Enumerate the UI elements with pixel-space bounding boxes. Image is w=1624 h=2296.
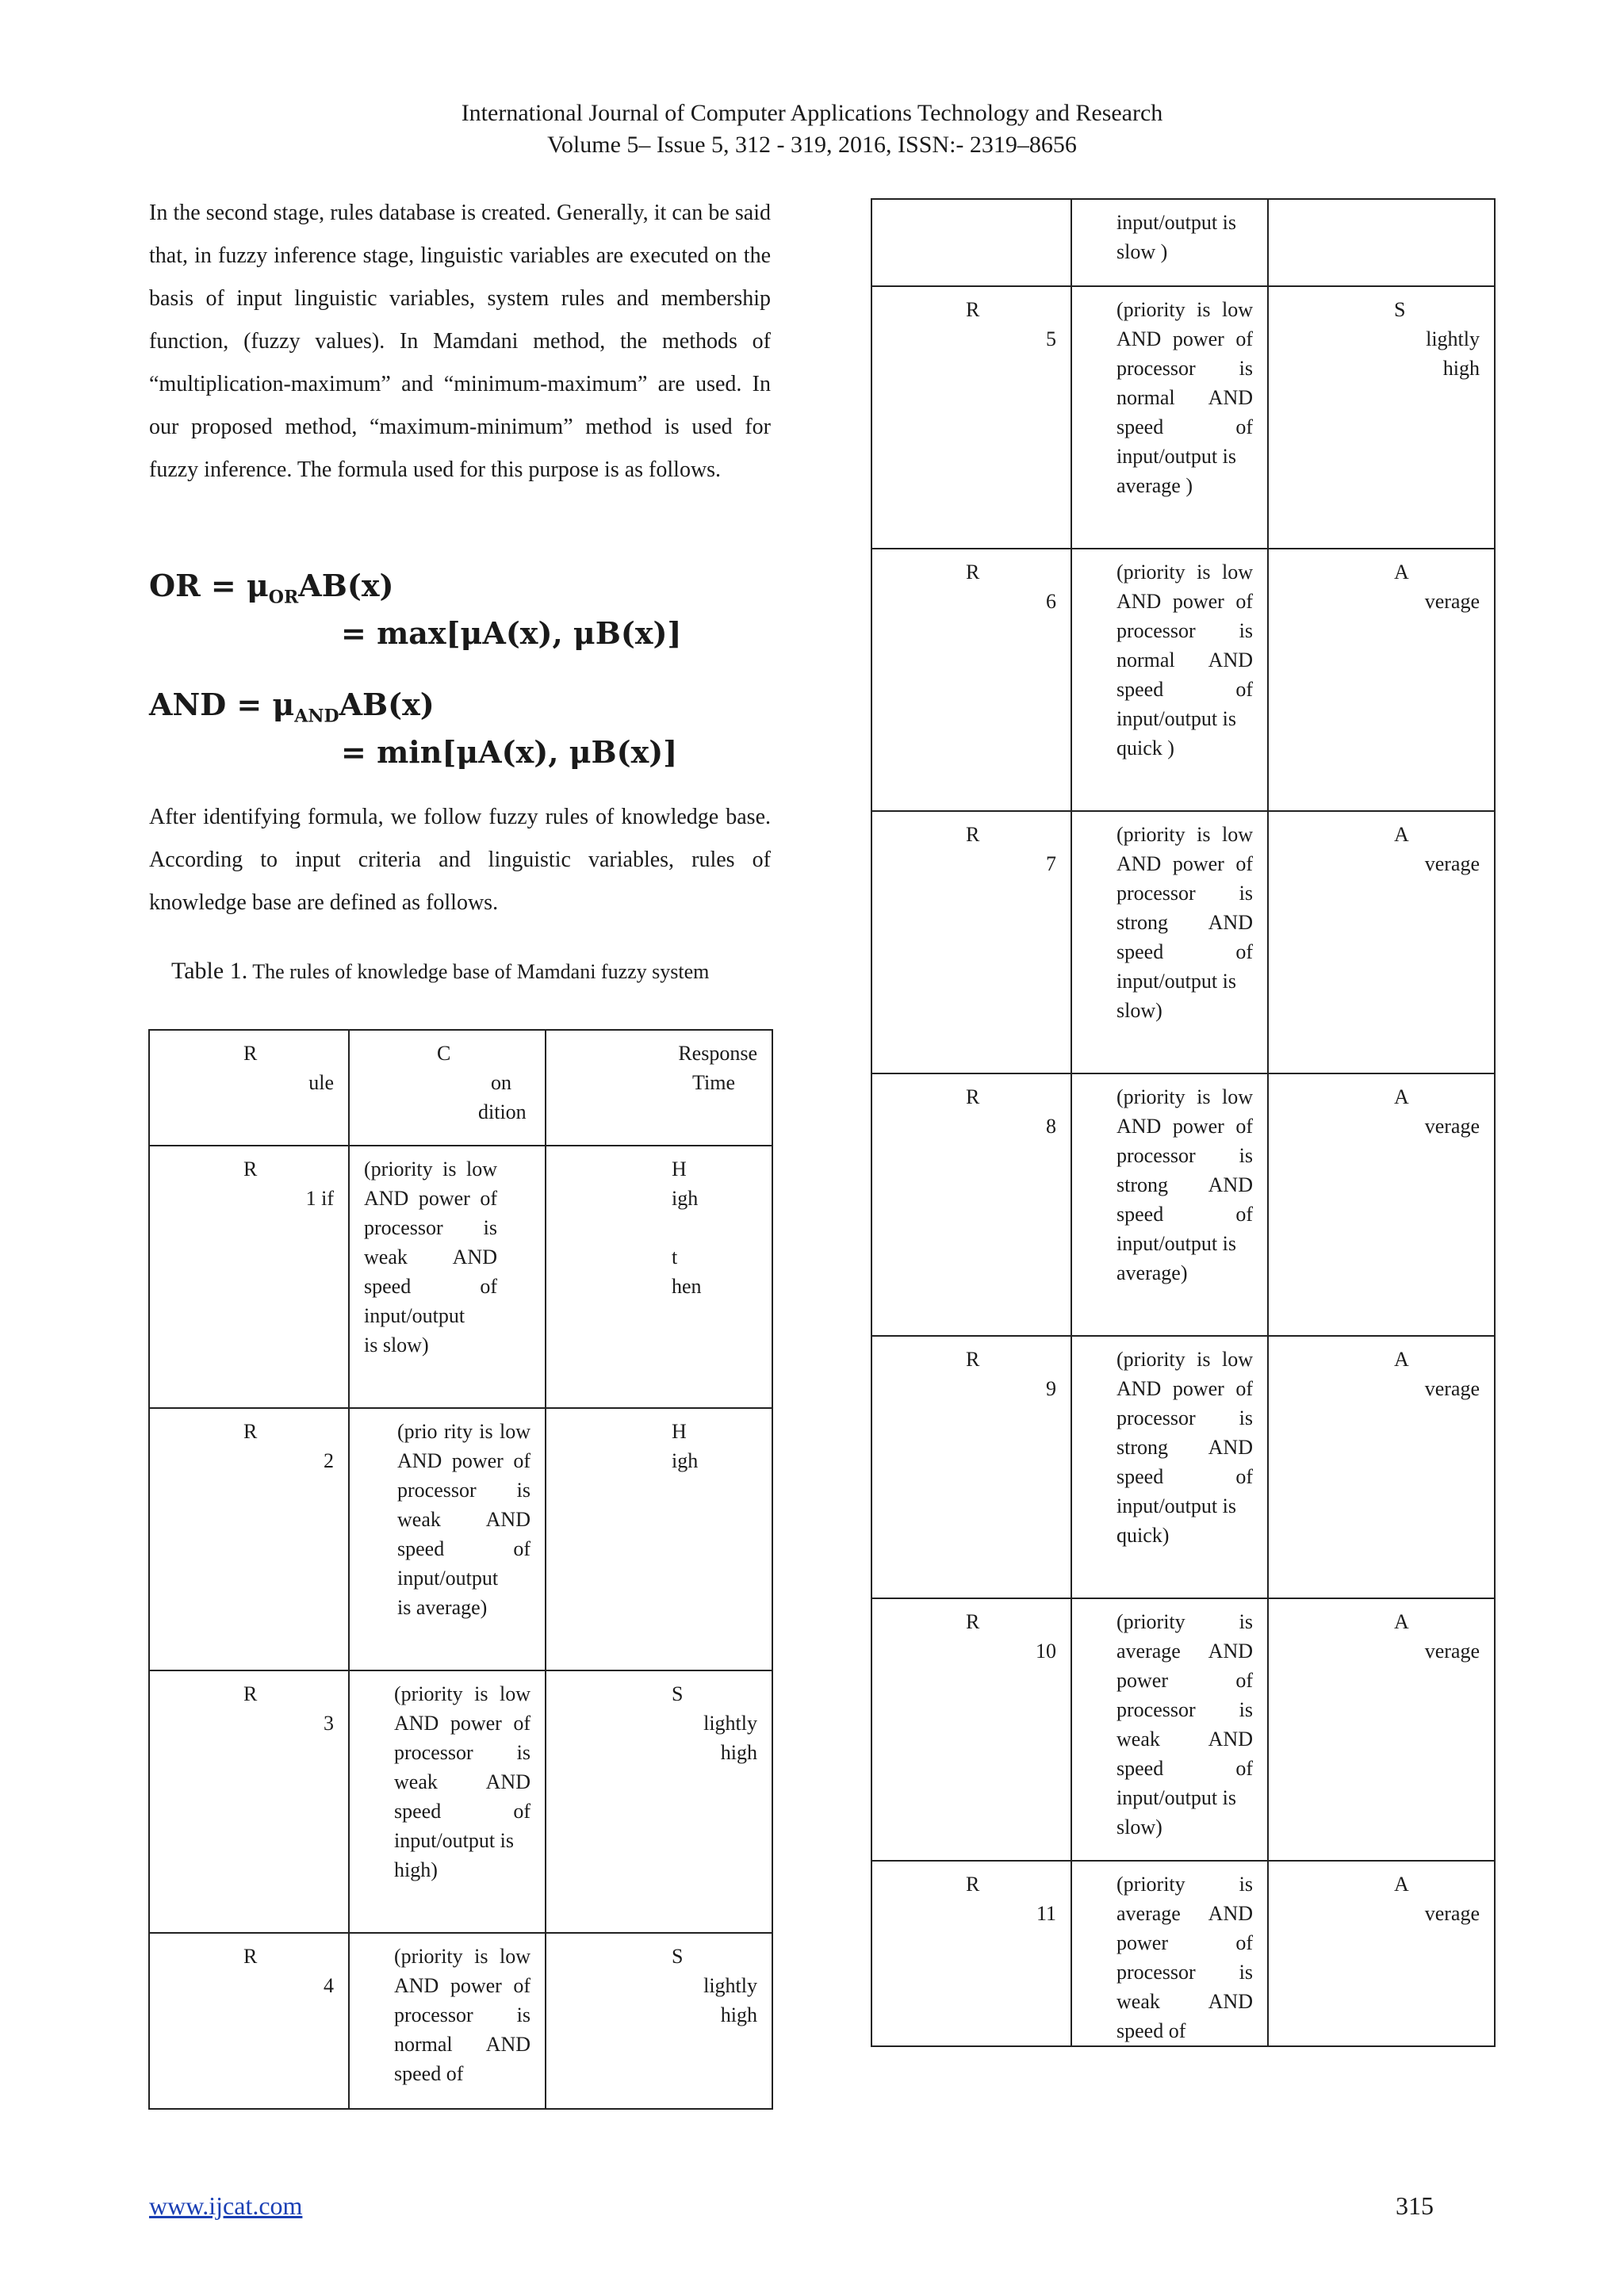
rule-id-b: 5 — [1046, 327, 1056, 350]
rule-condition-text: (priority is low AND power of processor is strong AND speed of input/output is — [1116, 823, 1253, 993]
rule-response-empty — [1268, 199, 1495, 286]
rule-id — [871, 811, 1071, 1073]
rule-response — [546, 1933, 772, 2109]
rule-condition-text: (priority is low AND power of processor is weak AND speed of input/output — [364, 1158, 497, 1327]
rule-id-a: R — [966, 1348, 980, 1371]
rule-id-a: R — [243, 1682, 258, 1705]
header-response-b: Time — [692, 1071, 735, 1094]
rule-id — [871, 549, 1071, 811]
header-rule — [149, 1030, 349, 1146]
rule-id — [149, 1408, 349, 1670]
or-formula-lhs: OR = μ — [149, 568, 269, 603]
rule-id-a: R — [243, 1158, 258, 1181]
rule-condition — [1071, 1861, 1268, 2046]
journal-title: International Journal of Computer Applications Technology and Research — [461, 100, 1163, 126]
rule-id-a: R — [243, 1420, 258, 1443]
rule-id-empty — [871, 199, 1071, 286]
rule-condition-end: average ) — [1116, 474, 1193, 497]
rule-condition-end: high) — [394, 1858, 438, 1881]
rule-response-b: igh — [672, 1449, 699, 1472]
rule-condition — [349, 1146, 546, 1408]
rule-id — [871, 1598, 1071, 1861]
journal-volume: Volume 5– Issue 5, 312 - 319, 2016, ISSN:- 2319–8656 — [547, 132, 1077, 158]
rule-id-b: 10 — [1036, 1640, 1056, 1663]
rule-condition — [1071, 199, 1268, 286]
rule-condition-text: (priority is average AND power of processor is weak AND speed of input/output is — [1116, 1610, 1253, 1809]
rule-response-b: lightly — [703, 1712, 757, 1735]
rule-condition-end: slow ) — [1116, 240, 1168, 263]
rule-response-b: igh — [672, 1187, 699, 1210]
rule-id-b: 8 — [1046, 1115, 1056, 1138]
rule-id — [871, 1861, 1071, 2046]
rule-response-c: high — [720, 1741, 757, 1764]
rule-response-c: high — [720, 2003, 757, 2026]
header-condition — [349, 1030, 546, 1146]
rule-response-b: verage — [1424, 1377, 1480, 1400]
rule-condition — [1071, 1073, 1268, 1336]
after-paragraph: After identifying formula, we follow fuzzy rules of knowledge base. According to input criteria and linguistic variables, rules of knowledge base are defined as follows. — [149, 805, 771, 915]
rule-condition-text: (prio rity is low AND power of processor is weak AND speed of input/output — [397, 1420, 530, 1590]
rule-id-a: R — [243, 1945, 258, 1968]
rule-condition-end: quick ) — [1116, 737, 1174, 760]
rules-table-left — [148, 1029, 773, 2110]
rule-response-b: verage — [1424, 1115, 1480, 1138]
rule-condition — [349, 1408, 546, 1670]
rule-condition-end: slow) — [1116, 1816, 1162, 1839]
rule-condition-text: (priority is low AND power of processor is normal AND speed of input/output is — [1116, 561, 1253, 730]
rule-response — [1268, 1336, 1495, 1598]
table-row — [149, 1408, 772, 1670]
rule-response-a: A — [1394, 1873, 1409, 1896]
rule-condition — [1071, 1336, 1268, 1598]
rule-id-b: 2 — [324, 1449, 334, 1472]
rule-condition-end: is slow) — [364, 1334, 429, 1357]
table-caption-text: The rules of knowledge base of Mamdani fuzzy system — [252, 960, 710, 983]
rule-id — [871, 1336, 1071, 1598]
journal-website-link[interactable]: www.ijcat.com — [149, 2191, 303, 2220]
rule-response — [1268, 1073, 1495, 1336]
rule-condition-end: is average) — [397, 1596, 488, 1619]
rule-id-b: 6 — [1046, 590, 1056, 613]
header-rule-b: ule — [308, 1071, 334, 1094]
rule-response-b: lightly — [703, 1974, 757, 1997]
rule-condition-end: average) — [1116, 1261, 1188, 1284]
rule-response — [1268, 549, 1495, 811]
table-row — [871, 1861, 1495, 2046]
rule-condition-text: (priority is low AND power of processor is normal AND speed of input/output is — [1116, 298, 1253, 468]
rule-response-a: A — [1394, 561, 1409, 584]
rule-id — [871, 286, 1071, 549]
rule-response-a: H — [672, 1420, 687, 1443]
rule-id-a: R — [966, 561, 980, 584]
or-formula-line2: = max[μA(x), μB(x)] — [341, 615, 682, 651]
rule-id-a: R — [966, 298, 980, 321]
rule-response-a: H — [672, 1158, 687, 1181]
rule-response — [546, 1670, 772, 1933]
rule-response-a: S — [1394, 298, 1406, 321]
rule-response-b: verage — [1424, 1902, 1480, 1925]
header-response-a: Response — [678, 1042, 757, 1065]
table-header-row — [149, 1030, 772, 1146]
table-row — [871, 1336, 1495, 1598]
page-number: 315 — [1396, 2191, 1434, 2220]
rule-id-a: R — [966, 1873, 980, 1896]
intro-paragraph: In the second stage, rules database is created. Generally, it can be said that, in fuzzy inference stage, linguistic variables are executed on the basis of input linguistic variables, system rules and membership function, (fuzzy values). In Mamdani method, the methods of “multiplication-maximum” and “minimum-maximum” are used. In our proposed method, “maximum-minimum” method is used for fuzzy inference. The formula used for this purpose is as follows. — [149, 201, 771, 482]
rule-response-a: A — [1394, 1348, 1409, 1371]
table-row — [149, 1670, 772, 1933]
rule-condition-text: (priority is average AND power of processor is weak AND speed of — [1116, 1873, 1253, 2042]
and-formula-rhs: AB(x) — [339, 687, 435, 722]
rules-table-right — [871, 198, 1496, 2047]
rule-id-b: 4 — [324, 1974, 334, 1997]
table-row — [871, 811, 1495, 1073]
rule-response — [1268, 1861, 1495, 2046]
rule-condition-text: (priority is low AND power of processor is strong AND speed of input/output is — [1116, 1348, 1253, 1517]
rule-id-b: 1 if — [305, 1187, 334, 1210]
and-formula-lhs: AND = μ — [149, 687, 295, 722]
rule-response-b: verage — [1424, 1640, 1480, 1663]
table-row-continuation — [871, 199, 1495, 286]
rule-id-b: 7 — [1046, 852, 1056, 875]
rule-condition — [1071, 549, 1268, 811]
rule-id — [149, 1670, 349, 1933]
rule-response-a: S — [672, 1945, 684, 1968]
rule-response — [546, 1146, 772, 1408]
and-formula-subscript: AND — [294, 706, 339, 727]
rule-id-b: 3 — [324, 1712, 334, 1735]
rule-response-d: hen — [672, 1275, 702, 1298]
and-formula-line1 — [149, 687, 435, 735]
rule-response-a: S — [672, 1682, 684, 1705]
header-condition-a: C — [437, 1042, 451, 1065]
or-formula-subscript: OR — [268, 587, 299, 608]
table-row — [871, 549, 1495, 811]
rule-condition-text: (priority is low AND power of processor is strong AND speed of input/output is — [1116, 1085, 1253, 1255]
header-rule-a: R — [243, 1042, 258, 1065]
rule-response — [1268, 811, 1495, 1073]
header-condition-c: dition — [478, 1100, 527, 1123]
rule-id-b: 11 — [1036, 1902, 1056, 1925]
rule-condition-text: (priority is low AND power of processor is weak AND speed of input/output is — [394, 1682, 530, 1852]
header-response — [546, 1030, 772, 1146]
rule-response — [546, 1408, 772, 1670]
header-condition-b: on — [491, 1071, 511, 1094]
rule-response-a: A — [1394, 823, 1409, 846]
rule-condition-end: slow) — [1116, 999, 1162, 1022]
rule-response-c: t — [672, 1246, 678, 1269]
rule-condition — [349, 1670, 546, 1933]
or-formula-rhs: AB(x) — [298, 568, 394, 603]
rule-response-c: high — [1442, 357, 1480, 380]
rule-id-a: R — [966, 1085, 980, 1108]
table-caption — [171, 958, 709, 985]
rule-condition-text: (priority is low AND power of processor is normal AND speed of — [394, 1945, 530, 2085]
rule-condition-end: quick) — [1116, 1524, 1170, 1547]
rule-response-b: verage — [1424, 852, 1480, 875]
table-row — [149, 1146, 772, 1408]
rule-id — [871, 1073, 1071, 1336]
rule-condition-text: input/output is — [1116, 211, 1236, 234]
table-row — [871, 1598, 1495, 1861]
rule-response-a: A — [1394, 1610, 1409, 1633]
table-caption-number: Table 1. — [171, 958, 248, 984]
or-formula-line1 — [149, 568, 393, 616]
rule-response-b: verage — [1424, 590, 1480, 613]
table-row — [149, 1933, 772, 2109]
rule-response-a: A — [1394, 1085, 1409, 1108]
rule-condition — [349, 1933, 546, 2109]
rule-id-b: 9 — [1046, 1377, 1056, 1400]
rule-id — [149, 1146, 349, 1408]
rule-id-a: R — [966, 1610, 980, 1633]
rule-id — [149, 1933, 349, 2109]
rule-condition — [1071, 811, 1268, 1073]
rule-response — [1268, 286, 1495, 549]
rule-condition — [1071, 286, 1268, 549]
rule-response-b: lightly — [1426, 327, 1480, 350]
rule-condition — [1071, 1598, 1268, 1861]
table-row — [871, 286, 1495, 549]
rule-id-a: R — [966, 823, 980, 846]
and-formula-line2: = min[μA(x), μB(x)] — [341, 734, 678, 770]
rule-response — [1268, 1598, 1495, 1861]
table-row — [871, 1073, 1495, 1336]
